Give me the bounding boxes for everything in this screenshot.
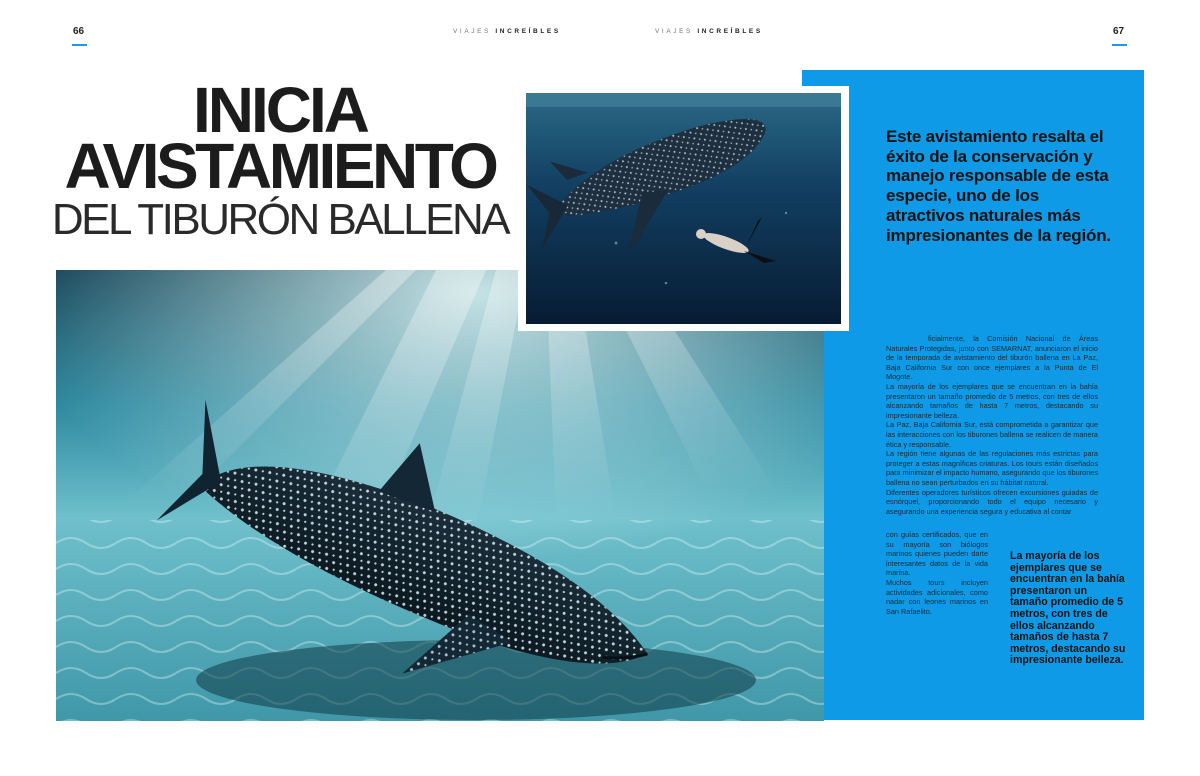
title-line-3: DEL TIBURÓN BALLENA (51, 195, 509, 244)
side-quote: La mayoría de los ejemplares que se encuentran en la bahía presentaron un tamaño promedio de 5 metros, con tres de ellos alcanzando tamaños de hasta 7 metros, destacando su impresionante belleza. (1010, 550, 1126, 667)
running-header-emphasis: INCREÍBLES (697, 28, 763, 35)
title-line-2: AVISTAMIENTO (64, 130, 496, 202)
inset-photo-swimmer-shark (526, 93, 841, 324)
article-body-wide (886, 334, 1098, 516)
right-running-header (655, 28, 763, 35)
right-page-number: 67 (1113, 26, 1125, 37)
body-paragraph-6: Muchos tours incluyen actividades adicionales, como nadar con leones marinos en San Rafaelito. (886, 577, 988, 616)
body-paragraph-2: La mayoría de los ejemplares que se encuentran en la bahía presentaron un tamaño promedio de 5 metros, con tres de ellos alcanzando tamaños de hasta 7 metros, destacando su impresionante belleza. (886, 381, 1098, 420)
running-header-emphasis: INCREÍBLES (495, 28, 561, 35)
left-page-marker (72, 44, 87, 46)
body-paragraph-5b: con guías certificados, que en su mayoría son biólogos marinos quienes pueden darte interesantes datos de la vida marina. (886, 530, 988, 578)
body-paragraph-3: La Paz, Baja California Sur, está comprometida a garantizar que las interacciones con los tiburones ballena se realicen de manera ética y responsable. (886, 420, 1098, 449)
title-line-1: INICIA (193, 74, 367, 146)
left-page-number: 66 (73, 26, 85, 37)
body-paragraph-5a: Diferentes operadores turísticos ofrecen excursiones guiadas de esnórquel, proporcionando todo el equipo necesario y asegurando una experiencia segura y educativa al contar (886, 487, 1098, 516)
left-running-header (453, 28, 561, 35)
pull-quote: Este avistamiento resalta el éxito de la conservación y manejo responsable de esta especie, uno de los atractivos naturales más impresionantes de la región. (886, 127, 1111, 245)
main-photo-whale-shark (56, 270, 824, 721)
running-header-prefix: VIAJES (453, 28, 496, 35)
body-paragraph-1: ficialmente, la Comisión Nacional de Áreas Naturales Protegidas, junto con SEMARNAT, anunciaron el inicio de la temporada de avistamiento del tiburón ballena en La Paz, Baja California Sur con once ejemplares a la Punta de El Mogote. (886, 334, 1098, 382)
body-paragraph-4: La región tiene algunas de las regulaciones más estrictas para proteger a estas magníficas criaturas. Los tours están diseñados para minimizar el impacto humano, asegurando que los tiburones ballena no sean perturbados en su hábitat natural. (886, 449, 1098, 487)
running-header-prefix: VIAJES (655, 28, 698, 35)
article-body-narrow (886, 530, 988, 616)
right-page-marker (1112, 44, 1127, 46)
